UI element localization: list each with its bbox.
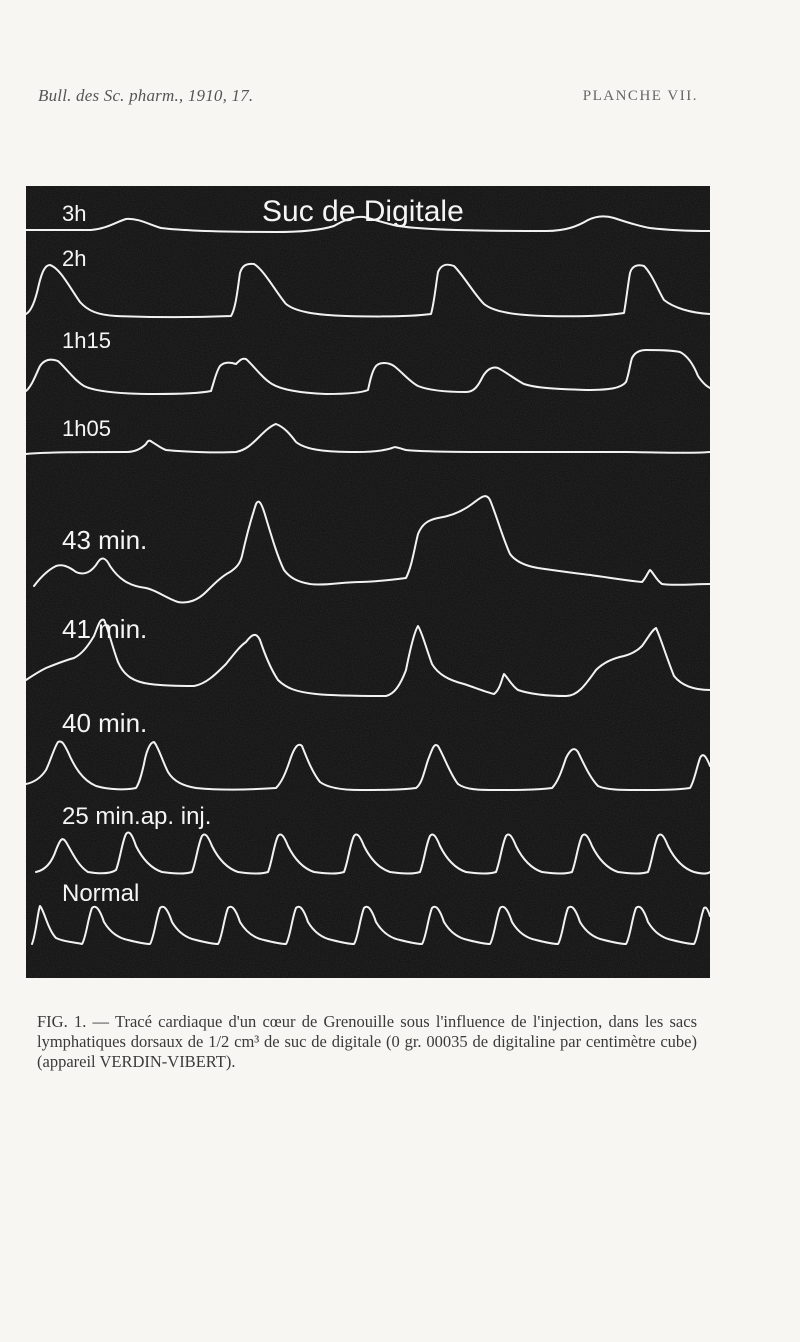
label-40min: 40 min. [62, 708, 148, 738]
figure-caption [37, 1012, 697, 1072]
plate-number: PLANCHE VII. [582, 88, 698, 104]
label-2h: 2h [62, 246, 87, 271]
cardiac-trace-plate [26, 186, 710, 978]
trace-svg [26, 186, 710, 978]
label-41min: 41 min. [62, 614, 148, 644]
label-1h05: 1h05 [62, 416, 111, 441]
label-1h15: 1h15 [62, 328, 111, 353]
running-header: Bull. des Sc. pharm., 1910, 17. [38, 86, 254, 105]
label-normal: Normal [62, 880, 140, 907]
plate-title: Suc de Digitale [262, 195, 464, 228]
label-3h: 3h [62, 201, 87, 226]
figure-label: FIG. 1. [37, 1012, 87, 1031]
label-25min: 25 min.ap. inj. [62, 803, 212, 830]
label-43min: 43 min. [62, 525, 148, 555]
caption-text: — Tracé cardiaque d'un cœur de Grenouille sous l'influence de l'injection, dans les sacs lymphatiques dorsaux de 1/2 cm³ de suc de digitale (0 gr. 00035 de digitaline par centimètre cube) (appareil VERDIN-VIBERT). [37, 1012, 698, 1071]
